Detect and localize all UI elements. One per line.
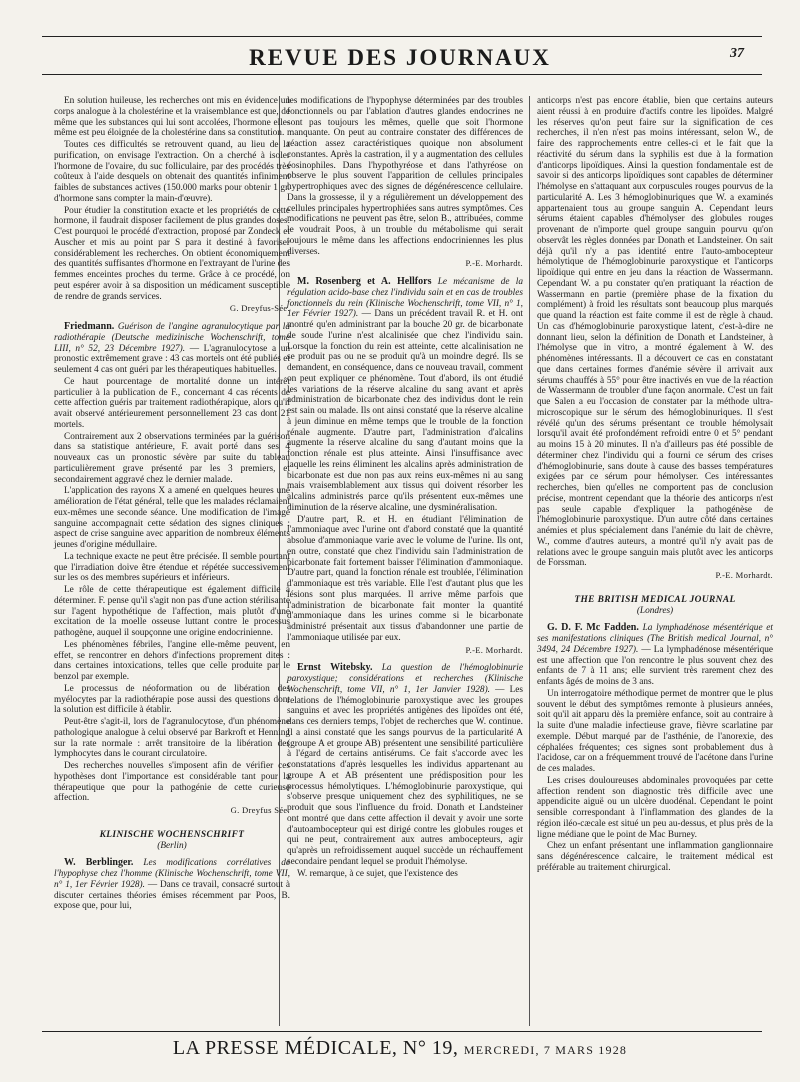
- article-reference: (Klinische Wochenschrift, tome VII, n° 1, 1er Février 1927).: [287, 298, 523, 320]
- header-bottom-rule: [42, 74, 762, 75]
- paragraph: Les phénomènes fébriles, l'angine elle-même peuvent, en effet, se rencontrer en dehors d'infections proprement dites : dans certaines intoxications, telles que celle produite par le benzol par exemple.: [54, 639, 290, 682]
- article-intro: [54, 322, 290, 376]
- page-title: REVUE DES JOURNAUX: [249, 45, 551, 70]
- column-1: [54, 96, 290, 913]
- article-intro: [287, 663, 523, 867]
- article-title: La question de l'hémoglobinurie paroxystique; considérations et recherches: [287, 663, 523, 684]
- signature: P.-E. Morhardt.: [715, 570, 773, 580]
- article-author: Ernst Witebsky.: [297, 662, 373, 674]
- article-title: Guérison de l'angine agranulocytique par la radiothérapie: [54, 322, 290, 343]
- article-intro: [287, 277, 523, 514]
- footer-rule: [42, 1031, 762, 1032]
- signature: G. Dreyfus-Sée.: [229, 303, 290, 314]
- paragraph: En solution huileuse, les recherches ont mis en évidence un corps analogue à la cholestérine et la vraisemblance est que, de même que les substances qui lui sont accolées, l'hormone elle-même est peu éloignée de la cholestérine dans sa constitution.: [54, 96, 290, 139]
- article-author: Friedmann.: [64, 321, 115, 332]
- paragraph: Des recherches nouvelles s'imposent afin de vérifier ces hypothèses dont l'importance est considérable tant pour la thérapeutique que pour la pathogénie de cette curieuse affection.: [54, 761, 290, 804]
- column-3: [537, 96, 773, 875]
- section-title: THE BRITISH MEDICAL JOURNAL: [574, 594, 736, 605]
- article-title: Le mécanisme de la régulation acido-base chez l'individu sain et en cas de troubles fonctionnels du rein: [287, 277, 523, 309]
- footer-journal: LA PRESSE MÉDICALE,: [172, 1037, 398, 1059]
- paragraph: les modifications de l'hypophyse déterminées par des troubles fonctionnels ou par l'ablation d'autres glandes endocrines ne sont pas toujours les mêmes, quelle que soit l'hormone manquante. On peut au contraire constater des différences de réaction assez caractéristiques quoique non absolument constantes. Après la castration, il y a augmentation des cellules éosinophiles. Dans l'hypothyréose et dans l'athyréose on observe le plus souvent l'apparition de cellules principales hypertrophiques avec des signes de dégénérescence cellulaire. Dans la grossesse, il y a régulièrement un développement des cellules principales hypertrophiées sans autres symptômes. Ces modifications ne peuvent pas être, selon B., attribuées, comme le voudrait Poos, à un trouble du métabolisme qui serait toujours le même dans les affections endocriniennes les plus diverses.: [287, 96, 523, 257]
- signature: P.-E. Morhardt.: [465, 258, 523, 269]
- paragraph: Toutes ces difficultés se retrouvent quand, au lieu de la purification, on envisage l'extraction. On a cherché à isoler l'hormone de l'ovaire, du suc folliculaire, par des procédés très coûteux à l'aide desquels on obtenait des quantités infiniment faibles de substances actives (150.000 marks pour obtenir 1 gr. d'hormone sans compter la main-d'œuvre).: [54, 140, 290, 204]
- article-author: M. Rosenberg et A. Hellfors: [297, 276, 432, 287]
- article-title: La lymphadénose mésentérique et ses manifestations cliniques: [537, 623, 773, 644]
- page-footer: [0, 1037, 800, 1060]
- paragraph: Peut-être s'agit-il, lors de l'agranulocytose, d'un phénomène pathologique analogue à celui observé par Barkroft et Henning sur la rate normale : arrêt transitoire de la libération des lymphocytes dans le courant circulatoire.: [54, 717, 290, 760]
- paragraph: Le rôle de cette thérapeutique est également difficile à déterminer. F. pense qu'il s'agit non pas d'une action stérilisante sur l'agent hypothétique de l'affection, mais plutôt d'une excitation de la moelle osseuse luttant contre le processus pathogène, auquel il soupçonne une origine endocrinienne.: [54, 585, 290, 638]
- article-author: G. D. F. Mc Fadden.: [547, 622, 639, 634]
- paragraph: Un interrogatoire méthodique permet de montrer que le plus souvent le début des symptômes remonte à plusieurs années, soit qu'il ait apparu dès la première enfance, soit au contraire à la suite d'une maladie infectieuse grave, fièvre scarlatine par exemple. Début marqué par de l'asthénie, de l'anorexie, des céphalées fréquentes; ces signes sont probablement dus à l'acidose, car on a fréquemment trouvé de l'acétone dans l'urine de ces malades.: [537, 688, 773, 774]
- paragraph: Contrairement aux 2 observations terminées par la guérison dans sa statistique antérieure, F. avait porté dans ses 4 nouveaux cas un pronostic sévère par suite du tableau particulièrement grave présenté par les 3 premiers, et secondairement aggravé chez le dernier malade.: [54, 431, 290, 485]
- page-number: 37: [730, 46, 744, 61]
- paragraph: Le processus de néoformation ou de libération des myélocytes par la radiothérapie pose aussi des questions dont la solution est difficile à établir.: [54, 683, 290, 716]
- section-title: KLINISCHE WOCHENSCHRIFT: [99, 829, 245, 840]
- paragraph: W. remarque, à ce sujet, que l'existence des: [297, 868, 458, 879]
- article-text: — Dans ce travail, consacré surtout à discuter certaines théories émises récemment par Poos, B. expose que, pour lui,: [54, 879, 291, 912]
- paragraph: Ce haut pourcentage de mortalité donne un intérêt particulier à la publication de F., concernant 4 cas récents de cette affection guéris par traitement radiothérapique, alors qu'il avait observé antérieurement personnellement 23 cas dont 21 mortels.: [54, 376, 290, 430]
- article-intro: [54, 858, 290, 912]
- paragraph: anticorps n'est pas encore établie, bien que certains auteurs aient réussi à en produire d'actifs contre les lipoïdes. Malgré les réserves qu'on peut faire sur la signification de ces recherches, il n'en n'est pas moins intéressant, selon W., de faire des rapprochements entre celles-ci et le fait que la réactivité du sérum dans la syphilis est due à la formation d'anticorps lipoïdiques. Ainsi la question fondamentale est de savoir si des anticorps lipoïdiques sont capables de déterminer l'hémolyse en s'attaquant aux corpuscules rouges pourvus de la particularité A. Les 3 hémoglobinuriques que W. a examinés appartenaient tous au groupe sanguin A. Cependant leurs sérums étaient capables d'hémolyser des globules rouges provenant de n'importe quel groupe sanguin pourvu qu'on observât les règles données par Donath et Landsteiner. On sait déjà qu'il n'y a pas identité entre l'auto-ambocepteur hémolytique de l'hémoglobinurie paroxystique et l'anticorps lipoïdique qui entre en jeu dans la réaction de Wassermann. Cependant W. a pu constater qu'en pratiquant la réaction de Wassermann en partie (première phase de la fixation du complément) à froid les résultats sont beaucoup plus marqués que quand la réaction est faite comme il est de règle à chaud. Un cas d'hémoglobinurie paroxystique latent, c'est-à-dire ne donnant lieu, selon la définition de Donath et Landsteiner, à l'hémolyse que in vitro, a montré également à W. des phénomènes intéressants. Il a découvert ce cas en constatant que dans certaines formes d'anémie sévère il arrivait aux sérums chauffés à 55° pour être inactivés en vue de la réaction de Wassermann de troubler d'une façon anormale. C'est un fait que Salen a eu l'occasion de constater par la méthode ultra-microscopique sur le sérum des hémoglobinuriques. Il s'est révélé qu'un des sérums présentant ce trouble hémolysait lorsqu'il avait été profondément refroidi entre 0 et 5° pendant au moins 15 à 20 minutes. Il n'a d'ailleurs pas été possible de déterminer chez l'individu qui a fourni ce sérum des crises d'hémoglobinurie, sans doute à cause des basses températures exigées par ce sérum pour hémolyser. Ces intéressantes recherches, bien qu'elles ne comportent pas de conclusion précise, montrent cependant que la théorie des anticorps n'est pas seule capable d'expliquer la pathogénèse de l'hémoglobinurie paroxystique. D'un autre côté dans certaines anémies et plus spécialement dans l'anémie du lait de chèvre, W., comme d'autres auteurs, a montré qu'il n'y avait pas de relations avec le groupe sanguin mais plutôt avec les anticorps de Forssman.: [537, 96, 773, 569]
- footer-issue: N° 19,: [402, 1037, 459, 1059]
- signature: G. Dreyfus Sée.: [230, 805, 290, 815]
- paragraph: Les crises douloureuses abdominales provoquées par cette affection rendent son diagnostic très difficile avec une appendicite aiguë ou un ulcère duodénal. Cependant le point sensible correspondant à l'inflammation des glandes de la région iléo-cæcale est situé un peu au-dessus, et plus près de la ligne médiane que le point de Mac Burney.: [537, 775, 773, 840]
- article-reference: (Klinische Wochenschrift, tome VII, n° 1, 1er Janvier 1928).: [287, 674, 524, 695]
- article-reference: (Deutsche medizinische Wochenschrift, tome LIII, n° 52, 23 Décembre 1927).: [54, 332, 290, 354]
- section-city: (Londres): [636, 605, 674, 616]
- paragraph: L'application des rayons X a amené en quelques heures une amélioration de l'état général, telle que les malades réclamaient eux-mêmes une seconde séance. Une modification de l'image sanguine accompagnait cette sédation des signes cliniques : aspect de crise sanguine avec apparition de nombreux éléments jeunes d'origine médullaire.: [54, 486, 290, 550]
- paragraph: La technique exacte ne peut être précisée. Il semble pourtant que l'irradiation doive être étendue et répétée successivement sur les os des membres supérieurs et inférieurs.: [54, 551, 290, 584]
- section-city: (Berlin): [157, 840, 187, 851]
- footer-date: MERCREDI, 7 MARS 1928: [463, 1043, 628, 1057]
- column-2: [287, 96, 523, 880]
- article-reference: (Klinische Wochenschrift, tome VII, n° 1, 1er Février 1928).: [54, 869, 291, 890]
- paragraph: D'autre part, R. et H. en étudiant l'élimination de l'ammoniaque avec l'urine ont d'abord constaté que la quantité absolue d'ammoniaque varie avec le volume de l'urine. Ils ont, en outre, constaté que chez l'individu sain l'administration de bicarbonate fait fortement baisser l'élimination d'ammoniaque. D'autre part, quand la fonction rénale est troublée, l'élimination d'ammoniaque est très variable. Elle l'est d'autant plus que les lésions sont plus marquées. Il arrive même parfois que l'administration de bicarbonate fait monter la quantité d'ammoniaque dans les urines comme si le bicarbonate administré présentait aux tissus d'abandonner une partie de l'ammoniaque utilisée par eux.: [287, 514, 523, 643]
- article-text: — La lymphadénose mésentérique est une affection que l'on rencontre le plus souvent chez des enfants de 7 à 11 ans; elle survient très rarement chez des enfants âgés de moins de 3 ans.: [537, 644, 774, 687]
- paragraph: Pour étudier la constitution exacte et les propriétés de cette hormone, il faudrait disposer facilement de plus grandes doses. C'est pourquoi le procédé d'extraction, proposé par Zondeck et Auscher et mis au point par S para it destiné à favoriser considérablement les recherches. On obtient économiquement des quantités suffisantes d'hormone en l'extrayant de l'urine des femmes enceintes proches du terme. Grâce à ce procédé, on peut espérer avoir à sa disposition un médicament susceptible de rendre de grands services.: [54, 205, 290, 302]
- article-author: W. Berblinger.: [64, 857, 134, 869]
- article-text: — Les relations de l'hémoglobinurie paroxystique avec les groupes sanguins et avec les propriétés antigènes des lipoïdes ont été, dans ces derniers temps, l'objet de recherches que W. continue. Il a ainsi constaté que les sangs pourvus de la particularité A (groupe A et groupe AB) présentent une sensibilité particulière à l'égard de certains antisérums. Ce fait s'accorde avec les constatations d'après lesquelles les individus appartenant au groupe A et AB présentent une prédisposition pour les processus hémolytiques. L'hémoglobinurie paroxystique, qui s'observe presque uniquement chez des syphilitiques, ne se produit que sous l'influence du froid. Donath et Landsteiner ont montré que dans cette affection il devait y avoir une sorte d'autoambocepteur qui est dirigé contre les globules rouges et qui ne peut, contrairement aux autres ambocepteurs, agir qu'après un refroidissement auquel succède un réchauffement secondaire pendant lequel se produit l'hémolyse.: [287, 684, 523, 867]
- article-text: — L'agranulocytose a un pronostic extrêmement grave : 43 cas mortels ont été publiés et seulement 4 cas ont guéri par les thérapeutiques habituelles.: [54, 343, 291, 375]
- article-title: Les modifications corrélatives de l'hypophyse chez l'homme: [54, 858, 290, 879]
- header-top-rule: [42, 36, 762, 37]
- column-divider: [529, 96, 530, 1026]
- article-intro: [537, 623, 773, 688]
- paragraph: Chez un enfant présentant une inflammation ganglionnaire sans dégénérescence calcaire, le traitement médical est préférable au traitement chirurgical.: [537, 841, 773, 873]
- article-reference: (The British medical Journal, n° 3494, 24 Décembre 1927).: [537, 634, 774, 655]
- signature: P.-E. Morhardt.: [465, 644, 523, 655]
- article-text: — Dans un précédent travail R. et H. ont montré qu'en administrant par la bouche 20 gr. de bicarbonate de soude l'urine n'est alcalinisée que chez l'individu sain. Lorsque la fonction du rein est atteinte, cette alcalinisation ne se produit pas ou ne se produit qu'à un moindre degré. Ils se demandent, en conséquence, dans ce nouveau travail, comment on peut expliquer ce phénomène. Tout d'abord, ils ont étudié les variations de la réserve alcaline du sang avant et après administration de bicarbonate chez des individus dont le rein est sain ou malade. Ils ont ainsi constaté que la réserve alcaline à jeun diminue en même temps que le trouble de la fonction rénale augmente. D'autre part, l'administration d'alcalins augmente la réserve alcaline du sang d'autant moins que la fonction rénale est plus atteinte. Ainsi l'insuffisance avec laquelle les reins éliminent les alcalins après administration de bicarbonate est due non pas aux reins eux-mêmes ni au sang mais vraisemblablement aux tissus qui doivent résorber les alcalins administrés parce qu'ils présentent eux-mêmes une diminution de la réserve alcaline, une dysminéralisation.: [287, 309, 524, 513]
